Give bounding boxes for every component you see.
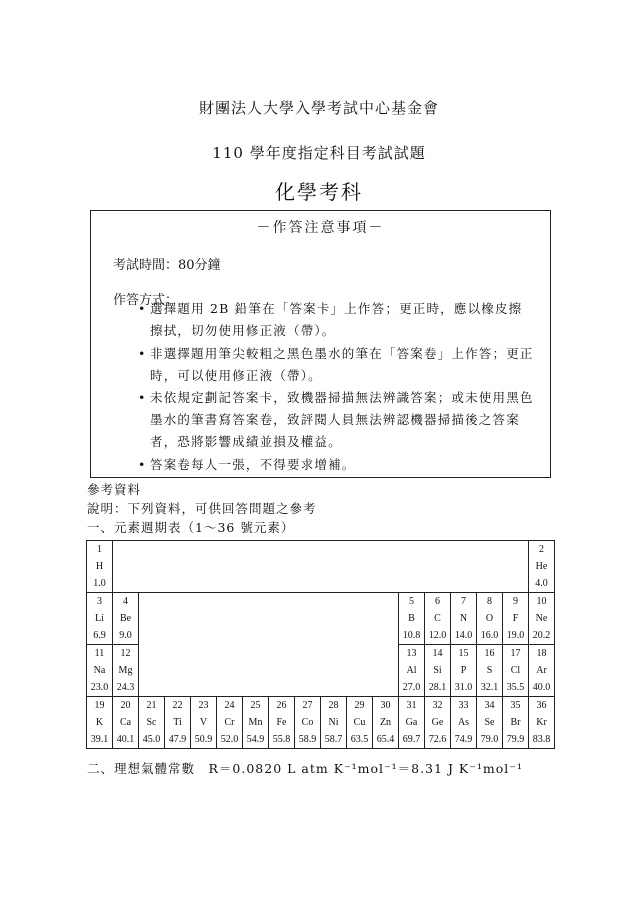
element-cell: 33 As 74.9 <box>451 697 477 749</box>
element-cell: 2 He 4.0 <box>529 541 555 593</box>
element-cell: 6 C 12.0 <box>425 593 451 645</box>
period-1-row <box>87 541 555 593</box>
notice-bullet-2: • 非選擇題用筆尖較粗之黑色墨水的筆在「答案卷」上作答；更正時，可以使用修正液（帶）。 <box>138 343 534 387</box>
element-cell: 29 Cu 63.5 <box>347 697 373 749</box>
element-cell: 31 Ga 69.7 <box>399 697 425 749</box>
element-cell: 5 B 10.8 <box>399 593 425 645</box>
element-cell: 4 Be 9.0 <box>113 593 139 645</box>
exam-time: 考試時間：80分鐘 <box>113 258 221 273</box>
notice-bullet-3: • 未依規定劃記答案卡，致機器掃描無法辨識答案；或未使用黑色墨水的筆書寫答案卷，致評閱人員無法辨認機器掃描後之答案者，恐將影響成績並損及權益。 <box>138 387 534 453</box>
answer-method-label: 作答方式： <box>113 293 179 308</box>
element-cell: 3 Li 6.9 <box>87 593 113 645</box>
element-cell: 24 Cr 52.0 <box>217 697 243 749</box>
element-cell: 16 S 32.1 <box>477 645 503 697</box>
notice-bullet-1: • 選擇題用 2B 鉛筆在「答案卡」上作答；更正時，應以橡皮擦擦拭，切勿使用修正液（帶）。 <box>138 298 534 342</box>
period-3-row <box>87 645 555 697</box>
element-cell: 30 Zn 65.4 <box>373 697 399 749</box>
reference-description: 說明：下列資料，可供回答問題之參考 <box>87 501 317 516</box>
notice-title: －作答注意事項－ <box>256 220 385 236</box>
element-cell: 32 Ge 72.6 <box>425 697 451 749</box>
element-cell: 26 Fe 55.8 <box>269 697 295 749</box>
element-cell: 28 Ni 58.7 <box>321 697 347 749</box>
element-cell: 13 Al 27.0 <box>399 645 425 697</box>
element-cell: 18 Ar 40.0 <box>529 645 555 697</box>
notice-bullet-4: • 答案卷每人一張，不得要求增補。 <box>138 454 534 476</box>
element-cell: 1 H 1.0 <box>87 541 113 593</box>
element-cell: 23 V 50.9 <box>191 697 217 749</box>
period-4-row <box>87 697 555 749</box>
element-cell: 25 Mn 54.9 <box>243 697 269 749</box>
foundation-name: 財團法人大學入學考試中心基金會 <box>198 99 439 117</box>
element-cell: 7 N 14.0 <box>451 593 477 645</box>
element-cell: 8 O 16.0 <box>477 593 503 645</box>
element-cell: 11 Na 23.0 <box>87 645 113 697</box>
period-2-row <box>87 593 555 645</box>
element-cell: 27 Co 58.9 <box>295 697 321 749</box>
element-cell: 20 Ca 40.1 <box>113 697 139 749</box>
periodic-table <box>86 540 555 749</box>
gas-constant: 二、理想氣體常數 R＝0.0820 L atm K⁻¹mol⁻¹＝8.31 J K⁻¹mol⁻¹ <box>87 761 523 776</box>
element-cell: 10 Ne 20.2 <box>529 593 555 645</box>
subject-title: 化學考科 <box>275 180 363 204</box>
element-cell: 36 Kr 83.8 <box>529 697 555 749</box>
element-cell: 17 Cl 35.5 <box>503 645 529 697</box>
element-cell: 19 K 39.1 <box>87 697 113 749</box>
element-cell: 15 P 31.0 <box>451 645 477 697</box>
element-cell: 34 Se 79.0 <box>477 697 503 749</box>
element-cell: 21 Sc 45.0 <box>139 697 165 749</box>
element-cell: 12 Mg 24.3 <box>113 645 139 697</box>
element-cell: 14 Si 28.1 <box>425 645 451 697</box>
element-cell: 9 F 19.0 <box>503 593 529 645</box>
element-cell: 22 Ti 47.9 <box>165 697 191 749</box>
periodic-table-title: 一、元素週期表（1～36 號元素） <box>87 520 295 535</box>
exam-title: 110 學年度指定科目考試試題 <box>212 144 426 162</box>
reference-title: 參考資料 <box>87 482 142 497</box>
element-cell: 35 Br 79.9 <box>503 697 529 749</box>
